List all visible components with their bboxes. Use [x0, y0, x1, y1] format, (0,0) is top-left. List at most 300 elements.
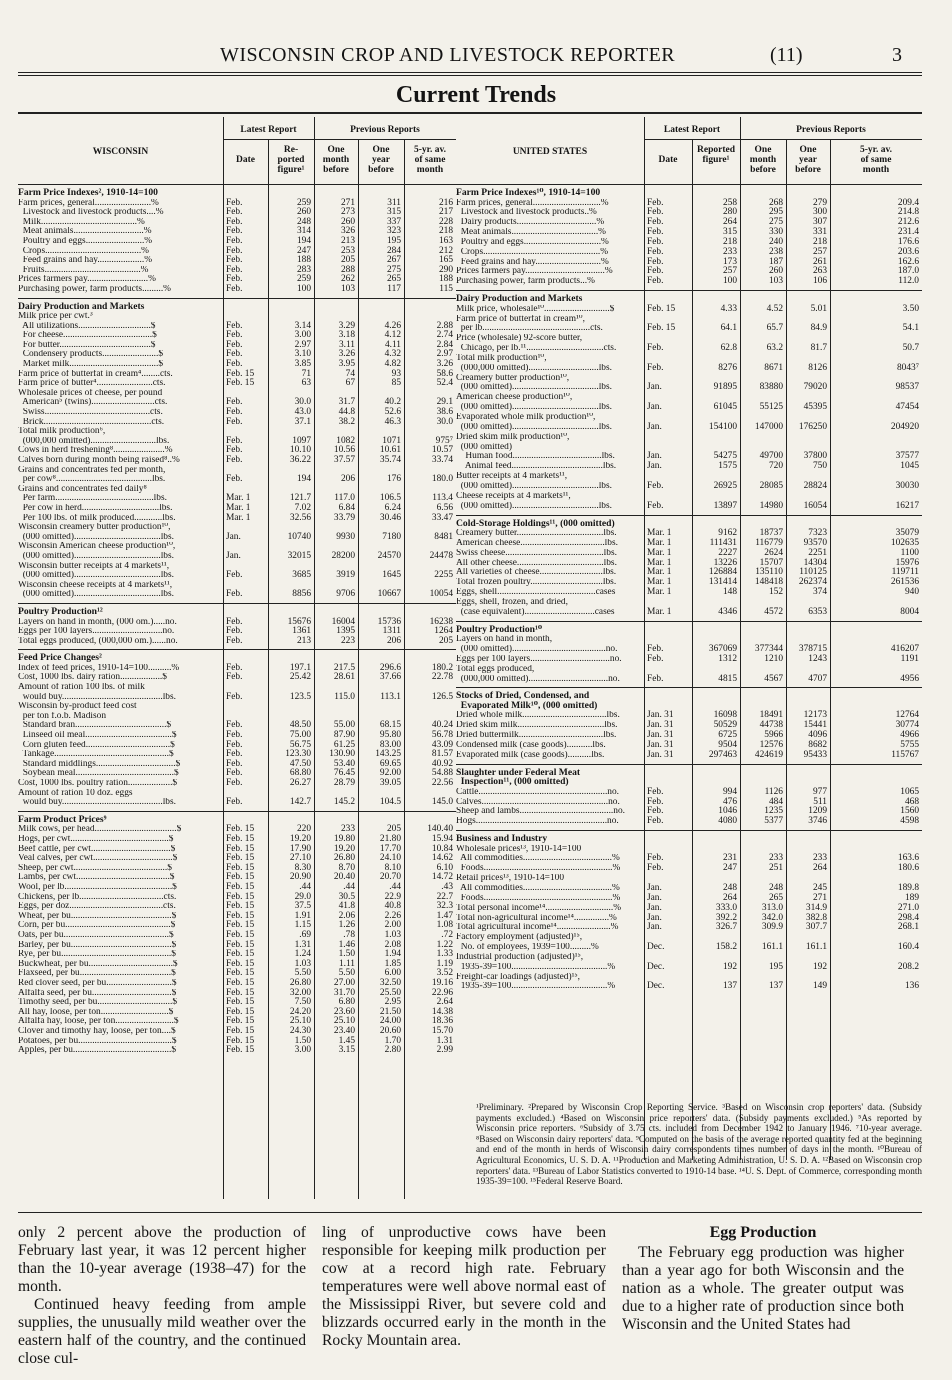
row-label: Total agricultural income¹⁴.......................%: [456, 923, 619, 933]
row-value: 29.1: [436, 397, 453, 408]
row-value: 61045: [713, 402, 737, 413]
row-label: All commodities......................................%: [456, 883, 620, 893]
row-label: Wheat, per bu...........................................$: [18, 911, 177, 921]
row-value: 3.11: [338, 339, 355, 350]
row-label: Sheep and lambs........................................no.: [456, 807, 625, 817]
row-value: 8671: [764, 362, 783, 373]
section-title: Current Trends: [395, 82, 557, 108]
row-value: 3.50: [902, 303, 919, 314]
row-value: 26925: [713, 480, 737, 491]
row-label: Lambs, per cwt........................................$: [18, 873, 175, 883]
row-date: Feb. 15: [226, 901, 255, 912]
row-value: 33.74: [431, 455, 453, 465]
row-value: 142.7: [289, 797, 311, 808]
row-date: Feb.: [647, 806, 664, 817]
date-header: Date: [236, 155, 255, 165]
row-value: 240: [768, 236, 783, 247]
row-value: 337: [386, 216, 401, 227]
row-value: 180.6: [897, 863, 919, 874]
section-heading: Stocks of Dried, Condensed, and Evaporated Milk¹⁰, (000 omitted): [456, 690, 598, 711]
row-label: Brick..............................................cts.: [18, 417, 165, 427]
row-value: 5377: [764, 816, 783, 827]
row-date: Feb.: [647, 276, 664, 287]
row-date: Feb.: [226, 691, 243, 702]
row-label: Corn, per bu.............................................$: [18, 921, 176, 931]
row-value: 35.74: [379, 455, 401, 465]
row-label: Farm prices, general.............................%: [456, 198, 609, 208]
row-label: Total non-agricultural income¹⁴...............%: [456, 913, 617, 923]
row-date: Feb.: [647, 500, 664, 511]
row-label: Market milk......................................$: [18, 360, 164, 369]
row-date: Feb.: [647, 343, 664, 354]
row-value: 313.0: [761, 902, 783, 913]
row-date: Feb. 15: [226, 833, 255, 844]
row-value: 10667: [377, 589, 401, 600]
one-month-before-header: One month before: [749, 145, 777, 175]
row-date: Jan.: [647, 421, 662, 432]
row-value: 279: [812, 197, 827, 208]
row-value: 3.10: [294, 349, 311, 360]
table-row: [18, 533, 456, 543]
row-value: 1361: [292, 626, 311, 637]
table-row: [456, 529, 922, 539]
row-value: 130.90: [329, 749, 355, 760]
row-label: (000 omitted): [456, 442, 512, 452]
row-label: Livestock and livestock products..%: [456, 208, 597, 218]
row-label: Industrial production (adjusted)¹⁵,: [456, 952, 584, 962]
row-label: All commodities......................................%: [456, 854, 620, 864]
one-month-before-header: One month before: [322, 145, 350, 175]
row-label: Meat animals.....................................%: [456, 228, 606, 238]
row-date: Feb.: [226, 758, 243, 769]
row-label: Milk cows, per head...................................$: [18, 825, 182, 835]
table-row: [456, 914, 922, 924]
row-date: Jan.: [647, 382, 662, 393]
row-label: (000 omitted).....................................lbs.: [18, 552, 174, 561]
row-value: 4.12: [384, 330, 401, 341]
row-value: 6.00: [384, 968, 401, 979]
row-value: 32.3: [436, 901, 453, 912]
row-label: would buy...........................................lbs.: [18, 798, 176, 808]
table-row: [456, 854, 922, 864]
row-value: 4815: [718, 673, 737, 684]
row-value: 1.03: [384, 929, 401, 940]
table-row: [18, 418, 456, 428]
row-value: 314.9: [805, 902, 827, 913]
row-value: 23.60: [333, 1006, 355, 1017]
row-value: 113.4: [432, 493, 453, 504]
row-label: Eggs, shell, frozen, and dried,: [456, 597, 568, 607]
row-date: Feb. 15: [647, 303, 676, 314]
row-label: Retail prices¹³, 1910-14=100: [456, 874, 565, 884]
row-value: 209.4: [897, 197, 919, 208]
row-value: 248: [722, 882, 737, 893]
table-row: [456, 894, 922, 904]
row-value: 2.95: [384, 997, 401, 1008]
row-value: 20.90: [289, 872, 311, 883]
row-value: 19.20: [289, 833, 311, 844]
row-label: Livestock and livestock products....%: [18, 208, 164, 218]
row-date: Jan.: [647, 912, 662, 923]
table-row: [456, 492, 922, 502]
table-row: [18, 673, 456, 683]
row-value: 1.31: [436, 1035, 453, 1046]
row-value: 1.85: [384, 958, 401, 969]
table-row: [18, 379, 456, 389]
row-value: 32.56: [289, 512, 311, 523]
row-label: Per 100 lbs. of milk produced............lbs.: [18, 513, 176, 523]
row-label: Hogs........................................................no.: [456, 817, 619, 827]
row-value: 3.26: [338, 349, 355, 360]
row-value: 163.6: [897, 853, 919, 864]
row-date: Feb.: [226, 445, 243, 456]
row-label: Purchasing power, farm products.........%: [18, 284, 171, 294]
row-value: 4346: [718, 606, 737, 617]
row-value: 158.2: [715, 942, 737, 953]
row-label: Swiss.............................................cts.: [18, 408, 163, 417]
row-value: 28.79: [333, 778, 355, 788]
row-value: 104.5: [379, 797, 401, 808]
section-heading: Dairy Production and Markets: [18, 300, 145, 312]
row-value: 468: [904, 796, 919, 807]
row-value: 47454: [895, 402, 919, 413]
row-value: 25.50: [379, 987, 401, 998]
row-value: 4.52: [766, 303, 783, 314]
row-label: Cattle.......................................................no.: [456, 787, 620, 797]
table-row: [456, 354, 922, 364]
row-value: 192: [722, 961, 737, 972]
row-value: 205: [340, 255, 355, 266]
row-label: American⁵ (twins)...........................cts.: [18, 398, 168, 408]
row-value: 1.24: [294, 949, 311, 960]
row-value: 231: [722, 853, 737, 864]
row-value: 8481: [434, 531, 453, 542]
row-value: 56.75: [289, 739, 311, 750]
row-label: Wholesale prices of cheese, per pound: [18, 388, 163, 398]
row-value: 258: [722, 197, 737, 208]
row-value: 106: [812, 276, 827, 287]
row-value: 1312: [718, 653, 737, 664]
row-label: Evaporated milk (case goods)..........lbs.: [456, 750, 605, 760]
row-value: 40.24: [431, 720, 453, 731]
row-date: Mar. 1: [226, 512, 251, 523]
row-value: 16238: [429, 616, 453, 627]
row-value: .72: [441, 929, 453, 940]
row-value: 7.50: [294, 997, 311, 1008]
row-label: Wool, per lb..............................................$: [18, 882, 177, 892]
row-value: 268.1: [897, 922, 919, 933]
row-date: Jan.: [647, 451, 662, 462]
row-value: 253: [340, 245, 355, 256]
row-date: Feb.: [226, 768, 243, 779]
row-label: Foods.......................................................%: [456, 893, 621, 903]
table-row: [456, 228, 922, 238]
row-value: 251: [768, 863, 783, 874]
row-value: 367069: [708, 644, 737, 654]
table-row: [456, 364, 922, 374]
row-value: 45395: [803, 402, 827, 413]
row-value: 205: [438, 635, 453, 646]
row-label: American cheese....................................lbs.: [456, 538, 618, 548]
row-value: 10.56: [333, 445, 355, 456]
row-label: (000 omitted).....................................lbs.: [18, 590, 174, 600]
table-row: [456, 539, 922, 549]
row-date: Feb. 15: [226, 949, 255, 960]
row-value: 147000: [754, 421, 783, 432]
row-date: Feb.: [226, 635, 243, 646]
row-label: Freight-car loadings (adjusted)¹⁵,: [456, 972, 581, 982]
row-value: 55125: [759, 402, 783, 413]
row-label: Cost, 1000 lbs. poultry ration...................$: [18, 779, 178, 788]
row-label: Dried skim milk production¹⁰,: [456, 432, 570, 442]
row-date: Feb. 15: [226, 997, 255, 1008]
row-value: 3.29: [338, 320, 355, 331]
table-row: [456, 305, 922, 315]
row-value: 44.8: [338, 407, 355, 417]
row-value: 295: [768, 207, 783, 218]
row-value: 176250: [798, 421, 827, 432]
paragraph: only 2 percent above the production of February last year, it was 12 percent higher than the 10-year average (1938–47) for the month.: [18, 1224, 306, 1295]
row-value: 3.15: [338, 1045, 355, 1056]
row-label: (000,000 omitted)..................................no.: [456, 674, 620, 684]
row-value: 162.6: [897, 256, 919, 267]
row-value: 32.50: [379, 977, 401, 988]
row-date: Feb.: [647, 236, 664, 247]
row-date: Feb.: [226, 416, 243, 427]
row-value: 6.24: [384, 503, 401, 513]
table-row: [456, 218, 922, 228]
row-label: Dried skim milk.....................................lbs.: [456, 721, 618, 731]
row-label: Poultry and eggs.........................%: [18, 236, 153, 246]
row-value: 16004: [331, 616, 355, 627]
row-value: 484: [768, 796, 783, 807]
row-value: 22.78: [431, 672, 453, 683]
row-date: Feb.: [226, 274, 243, 285]
row-value: 19.16: [431, 977, 453, 988]
table-row: [456, 817, 922, 827]
row-value: 264: [812, 863, 827, 874]
row-value: 5.01: [810, 303, 827, 314]
row-label: No. of employees, 1939=100.........%: [456, 943, 599, 953]
row-value: 231.4: [897, 227, 919, 238]
row-value: 3.26: [436, 359, 453, 369]
table-row: [456, 344, 922, 354]
row-label: Butter receipts at 4 markets¹¹,: [456, 472, 568, 482]
section-rule: [456, 290, 922, 291]
row-value: 95.80: [379, 730, 401, 740]
row-label: All utilizations...............................$: [18, 321, 156, 331]
row-date: Feb.: [647, 863, 664, 874]
row-value: 148: [722, 587, 737, 598]
row-date: Feb.: [647, 653, 664, 664]
row-value: 307.7: [805, 922, 827, 933]
row-value: 28824: [803, 480, 827, 491]
row-date: Dec.: [647, 942, 665, 953]
table-row: [456, 482, 922, 492]
row-value: 2.00: [384, 920, 401, 931]
row-date: Feb. 15: [226, 881, 255, 892]
table-row: [456, 655, 922, 665]
row-value: 20.60: [379, 1025, 401, 1036]
row-date: Mar. 1: [647, 587, 672, 598]
running-title: WISCONSIN CROP AND LIVESTOCK REPORTER: [220, 44, 676, 66]
row-value: 3.14: [294, 320, 311, 331]
row-value: 1311: [382, 626, 401, 637]
row-value: 145.2: [333, 797, 355, 808]
row-value: 280: [722, 207, 737, 218]
row-value: 53.40: [333, 758, 355, 769]
row-label: Amount of ration 10 doz. eggs: [18, 788, 133, 798]
row-value: 1209: [808, 806, 827, 817]
footnotes: ¹Preliminary. ²Prepared by Wisconsin Crop Reporting Service. ³Based on Wisconsin crop reporters' data. (Subsidy payments excluded.) ⁴Based on Wisconsin price reporters' data. (Subsidy payments excluded.) ⁵As reported by Wisconsin price reporters. ⁶Subsidy of 3.75 cts. included from December 1942 to January 1946. ⁷10-year average. ⁸Based on Wisconsin dairy reporters' data. ⁹Computed on the basis of the average reported quantity fed at the beginning and end of the month in herds of Wisconsin dairy correspondents times number of days in the month. ¹⁰Bureau of Agricultural Economics, U. S. D. A. ¹¹Production and Marketing Administration, U. S. D. A. ¹²Based on Wisconsin crop reporters' data. ¹³Bureau of Labor Statistics converted to 1910-14 base. ¹⁴U. S. Dept. of Commerce, corresponding month 1935-39=100. ¹⁵Federal Reserve Board.: [476, 1102, 922, 1187]
row-date: Feb.: [226, 330, 243, 341]
row-label: Linseed oil meal.....................................$: [18, 731, 177, 740]
table-row: [456, 324, 922, 334]
reported-figure-header: Reported figure¹: [697, 145, 735, 165]
row-value: 148418: [754, 577, 783, 588]
row-value: 113.1: [380, 691, 401, 702]
table-row: [456, 741, 922, 751]
row-label: Creamery butter production¹⁰,: [456, 373, 570, 383]
row-value: 83880: [759, 382, 783, 393]
table-row: [456, 665, 922, 675]
row-value: 54.88: [431, 768, 453, 779]
row-value: 2.97: [294, 339, 311, 350]
row-label: Alfalfa hay, loose, per ton.........................$: [18, 1017, 179, 1027]
row-value: 12173: [803, 710, 827, 721]
row-date: Feb.: [226, 339, 243, 350]
section-rule: [18, 298, 456, 299]
table-row: [456, 277, 922, 287]
row-value: 149: [812, 981, 827, 992]
row-value: 36.22: [289, 455, 311, 465]
row-date: Feb.: [226, 672, 243, 683]
row-value: 257: [722, 266, 737, 277]
row-date: Mar. 1: [647, 557, 672, 568]
row-value: 220: [296, 824, 311, 835]
row-value: 43.0: [294, 407, 311, 417]
row-value: 14.62: [431, 853, 453, 864]
row-value: 6.56: [436, 503, 453, 513]
row-value: 27.10: [289, 853, 311, 864]
row-value: 22.96: [431, 987, 453, 998]
row-value: 115767: [891, 749, 919, 760]
row-value: 203.6: [897, 246, 919, 257]
row-date: Feb.: [226, 197, 243, 208]
row-label: per lb..............................................cts.: [456, 324, 603, 334]
table-row: [456, 731, 922, 741]
row-value: 206: [340, 474, 355, 485]
row-label: Milk.........................................%: [18, 217, 145, 227]
row-value: 4080: [718, 816, 737, 827]
row-value: 3.00: [294, 1045, 311, 1056]
row-label: Farm price of butter⁴........................cts.: [18, 379, 166, 389]
row-label: Total eggs produced, (000,000 om.)......no.: [18, 636, 178, 646]
row-value: 17.70: [379, 843, 401, 854]
row-value: 30.0: [294, 397, 311, 408]
table-row: [456, 904, 922, 914]
row-value: 37.1: [294, 416, 311, 427]
five-year-average-header: 5-yr. av. of same month: [859, 145, 893, 175]
row-date: Jan. 31: [647, 739, 674, 750]
row-value: 189: [904, 892, 919, 903]
row-label: Oats, per bu.............................................$: [18, 930, 174, 940]
table-row: [456, 884, 922, 894]
row-value: 26.27: [289, 778, 311, 788]
row-label: Wholesale prices¹³, 1910-14=100: [456, 844, 582, 854]
row-value: 30.0: [436, 416, 453, 427]
row-value: 6353: [808, 606, 827, 617]
row-label: Amount of ration 100 lbs. of milk: [18, 683, 145, 692]
row-date: Jan.: [647, 892, 662, 903]
row-value: 189.8: [897, 882, 919, 893]
row-label: Poultry and eggs.................................%: [456, 237, 609, 247]
row-value: 135110: [755, 567, 783, 578]
row-date: Feb.: [226, 435, 243, 446]
row-date: Feb. 15: [226, 824, 255, 835]
row-value: 1.50: [294, 1035, 311, 1046]
row-value: 31.7: [338, 397, 355, 408]
row-label: Standard bran.......................................$: [18, 721, 172, 731]
row-date: Feb. 15: [226, 862, 255, 873]
five-year-average-header: 5-yr. av. of same month: [413, 145, 447, 175]
row-value: 1100: [900, 547, 919, 558]
row-label: Soybean meal..........................................$: [18, 769, 179, 779]
section-heading: Farm Price Indexes², 1910-14=100: [18, 187, 158, 198]
row-value: 68.80: [289, 768, 311, 779]
row-value: 79020: [803, 382, 827, 393]
row-value: 188: [438, 274, 453, 285]
row-value: 71: [301, 368, 311, 379]
row-label: Cheese receipts at 4 markets¹¹,: [456, 491, 571, 501]
row-label: Calves born during month being raised⁸..%: [18, 456, 180, 465]
row-value: 15736: [377, 616, 401, 627]
one-year-before-header: One year before: [795, 145, 821, 175]
row-value: 271.0: [897, 902, 919, 913]
row-value: 261: [812, 256, 827, 267]
paragraph: ling of unproductive cows have been responsible for keeping milk production per cow at a record high rate. February temperatures were well above normal east of the Mississippi River, but severe cold and blizzards occurred early in the month in the Rocky Mountain area.: [322, 1224, 606, 1349]
row-date: Feb.: [226, 797, 243, 808]
row-label: Timothy seed, per bu................................$: [18, 998, 178, 1008]
row-value: 25.10: [333, 1016, 355, 1027]
row-value: 4.33: [720, 303, 737, 314]
row-value: 1065: [900, 786, 919, 797]
row-label: American cheese production¹⁰,: [456, 393, 573, 403]
row-value: 3685: [292, 570, 311, 581]
row-label: Fruits.........................................%: [18, 265, 149, 275]
row-value: 9706: [336, 589, 355, 600]
row-label: Sheep, per cwt........................................$: [18, 863, 172, 873]
row-value: 10.57: [431, 445, 453, 456]
row-value: 67: [345, 378, 355, 389]
section-heading: Business and Industry: [456, 833, 548, 845]
row-value: 63.2: [766, 343, 783, 354]
row-value: 977: [812, 786, 827, 797]
row-value: 152: [768, 587, 783, 598]
row-value: 233: [722, 246, 737, 257]
row-date: Jan.: [647, 922, 662, 933]
row-value: 32.00: [289, 987, 311, 998]
row-value: 217.5: [333, 662, 355, 673]
row-date: Jan. 31: [647, 720, 674, 731]
row-value: 2.26: [384, 910, 401, 921]
row-value: 331: [812, 227, 827, 238]
row-value: 33.47: [431, 512, 453, 523]
row-value: 9930: [336, 531, 355, 542]
row-label: Feed grains and hay....................%: [18, 256, 153, 266]
row-date: Feb.: [647, 217, 664, 228]
region-label: WISCONSIN: [92, 147, 149, 157]
